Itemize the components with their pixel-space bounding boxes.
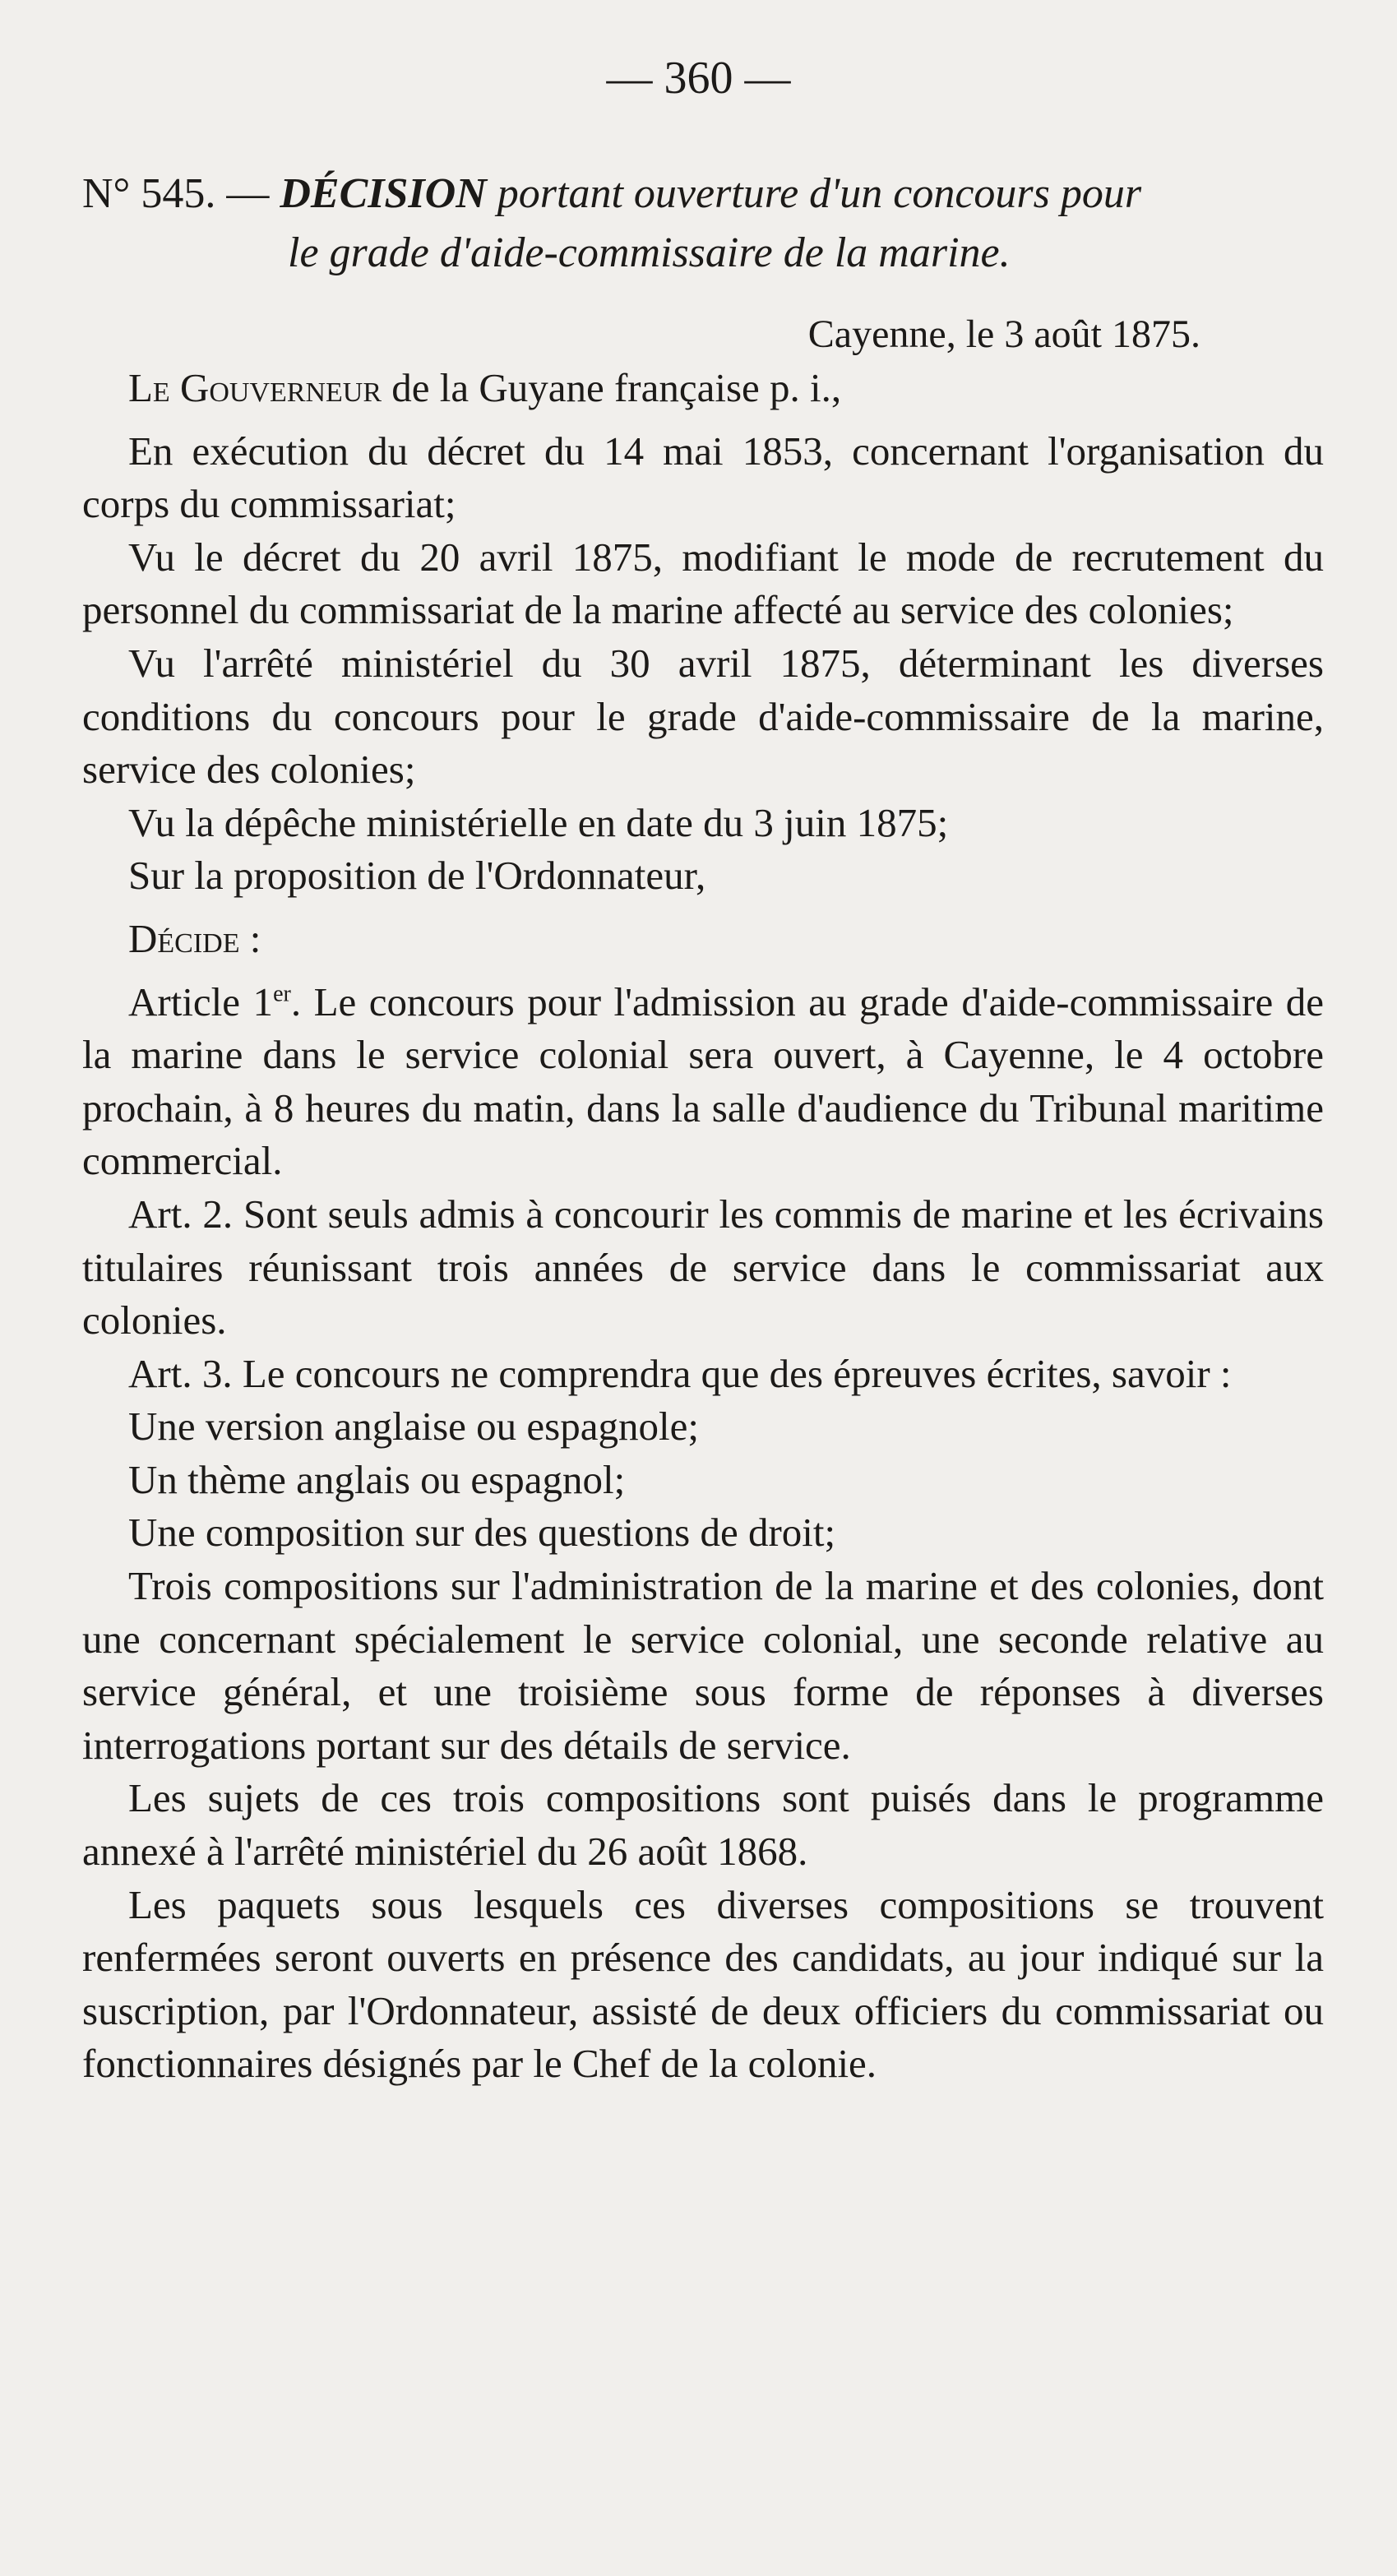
decision-number: N° 545. — — [82, 170, 270, 217]
decision-title-line1: portant ouverture d'un concours pour — [497, 170, 1142, 217]
paragraph-execution: En exécution du décret du 14 mai 1853, concernant l'organisation du corps du commissariat; — [82, 428, 1324, 527]
decision-title-line2: le grade d'aide-commissaire de la marine. — [288, 229, 1011, 276]
paragraph-article-1 — [82, 976, 1324, 1188]
paragraph-article-3: Art. 3. Le concours ne comprendra que des épreuves écrites, savoir : — [128, 1350, 1232, 1396]
paragraph-article-2: Art. 2. Sont seuls admis à concourir les commis de marine et les écrivains titulaires réunissant trois années de service dans le commissariat aux colonies. — [82, 1191, 1324, 1343]
decision-heading — [82, 164, 1348, 283]
paragraph-sujets: Les sujets de ces trois compositions sont puisés dans le programme annexé à l'arrêté ministériel du 26 août 1868. — [82, 1775, 1324, 1875]
list-item-trois-compositions: Trois compositions sur l'administration de la marine et des colonies, dont une concernant spécialement le service colonial, une seconde relative au service général, et une troisième sous forme de réponses à diverses interrogations portant sur des détails de service. — [82, 1563, 1324, 1768]
paragraph-vu-depeche: Vu la dépêche ministérielle en date du 3 juin 1875; — [128, 799, 949, 845]
list-item-version: Une version anglaise ou espagnole; — [128, 1404, 699, 1450]
paragraph-vu-arrete: Vu l'arrêté ministériel du 30 avril 1875, déterminant les diverses conditions du concours pour le grade d'aide-commissaire de la marine, service des colonies; — [82, 640, 1324, 793]
article-1-label: Article 1 — [128, 978, 274, 1024]
article-1-sup: er — [273, 981, 291, 1007]
paragraph-proposition: Sur la proposition de l'Ordonnateur, — [128, 853, 706, 899]
paragraph-paquets: Les paquets sous lesquels ces diverses compositions se trouvent renfermées seront ouverts en présence des candidats, au jour indiqué sur la suscription, par l'Ordonnateur, assisté de deux officiers du commissariat ou fonctionnaires désignés par le Chef de la colonie. — [82, 1881, 1324, 2087]
paragraph-gouverneur — [82, 362, 1324, 415]
paragraph-vu-decret: Vu le décret du 20 avril 1875, modifiant le mode de recrutement du personnel du commissariat de la marine affecté au service des colonies; — [82, 534, 1324, 633]
page-number: — 360 — — [606, 53, 791, 104]
document-body — [82, 362, 1324, 2091]
gouverneur-text: de la Guyane française p. i., — [391, 365, 842, 410]
list-item-theme: Un thème anglais ou espagnol; — [128, 1456, 626, 1502]
article-1-text: . Le concours pour l'admission au grade d'aide-commissaire de la marine dans le service colonial sera ouvert, à Cayenne, le 4 octobre prochain, à 8 heures du matin, dans la salle d'audience du Tribunal maritime commercial. — [82, 978, 1324, 1184]
decision-keyword: DÉCISION — [280, 170, 487, 217]
gouverneur-smallcaps: Le Gouverneur — [128, 365, 382, 410]
paragraph-decide: Décide : — [128, 915, 261, 961]
place-date: Cayenne, le 3 août 1875. — [807, 312, 1200, 356]
list-item-composition-droit: Une composition sur des questions de droit; — [128, 1510, 836, 1556]
